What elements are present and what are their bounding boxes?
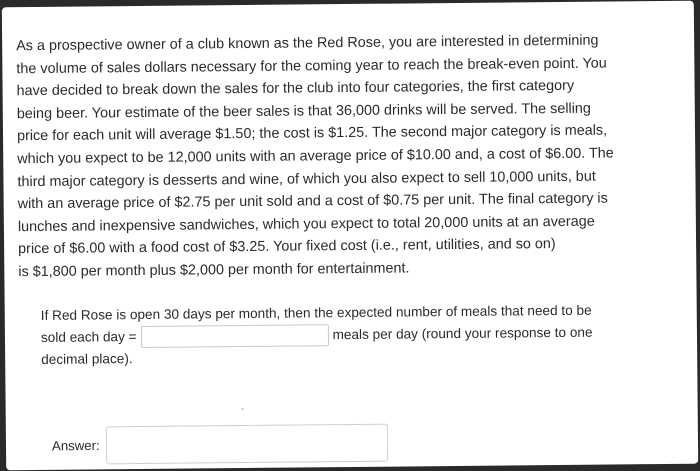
problem-line: lunches and inexpensive sandwiches, which you expect to total 20,000 units at an average — [17, 213, 595, 235]
problem-line: price for each unit will average $1.50; the cost is $1.25. The second major category is meals, — [16, 122, 608, 145]
answer-row — [52, 424, 388, 465]
problem-line: which you expect to be 12,000 units with an average price of $10.00 and, a cost of $6.00. The — [17, 145, 614, 168]
problem-line: is $1,800 per month plus $2,000 per month for entertainment. — [18, 260, 410, 281]
problem-line: third major category is desserts and wine, of which you also expect to sell 10,000 units, but — [17, 168, 596, 190]
question-line-2-after: meals per day (round your response to one — [332, 324, 593, 343]
meals-per-day-input[interactable] — [140, 325, 328, 349]
question-line-3: decimal place). — [41, 351, 133, 368]
problem-line: As a prospective owner of a club known as the Red Rose, you are interested in determining — [16, 32, 599, 55]
answer-label: Answer: — [51, 437, 100, 454]
problem-line: the volume of sales dollars necessary for the coming year to reach the break-even point. You — [16, 55, 607, 77]
problem-statement — [16, 29, 678, 284]
problem-line: have decided to break down the sales for the club into four categories, the first category — [16, 78, 575, 100]
scan-speck — [242, 408, 244, 410]
question-line-1: If Red Rose is open 30 days per month, then the expected number of meals that need to be — [40, 302, 592, 323]
question-line-2-before: sold each day = — [40, 329, 137, 345]
problem-line: price of $6.00 with a food cost of $3.25. Your fixed cost (i.e., rent, utilities, and so on) — [18, 236, 556, 258]
answer-input[interactable] — [105, 424, 387, 465]
question-card — [2, 1, 698, 471]
problem-line: with an average price of $2.75 per unit sold and a cost of $0.75 per unit. The final category is — [17, 190, 608, 213]
question-prompt — [41, 299, 662, 371]
problem-line: being beer. Your estimate of the beer sales is that 36,000 drinks will be served. The selling — [16, 100, 591, 122]
